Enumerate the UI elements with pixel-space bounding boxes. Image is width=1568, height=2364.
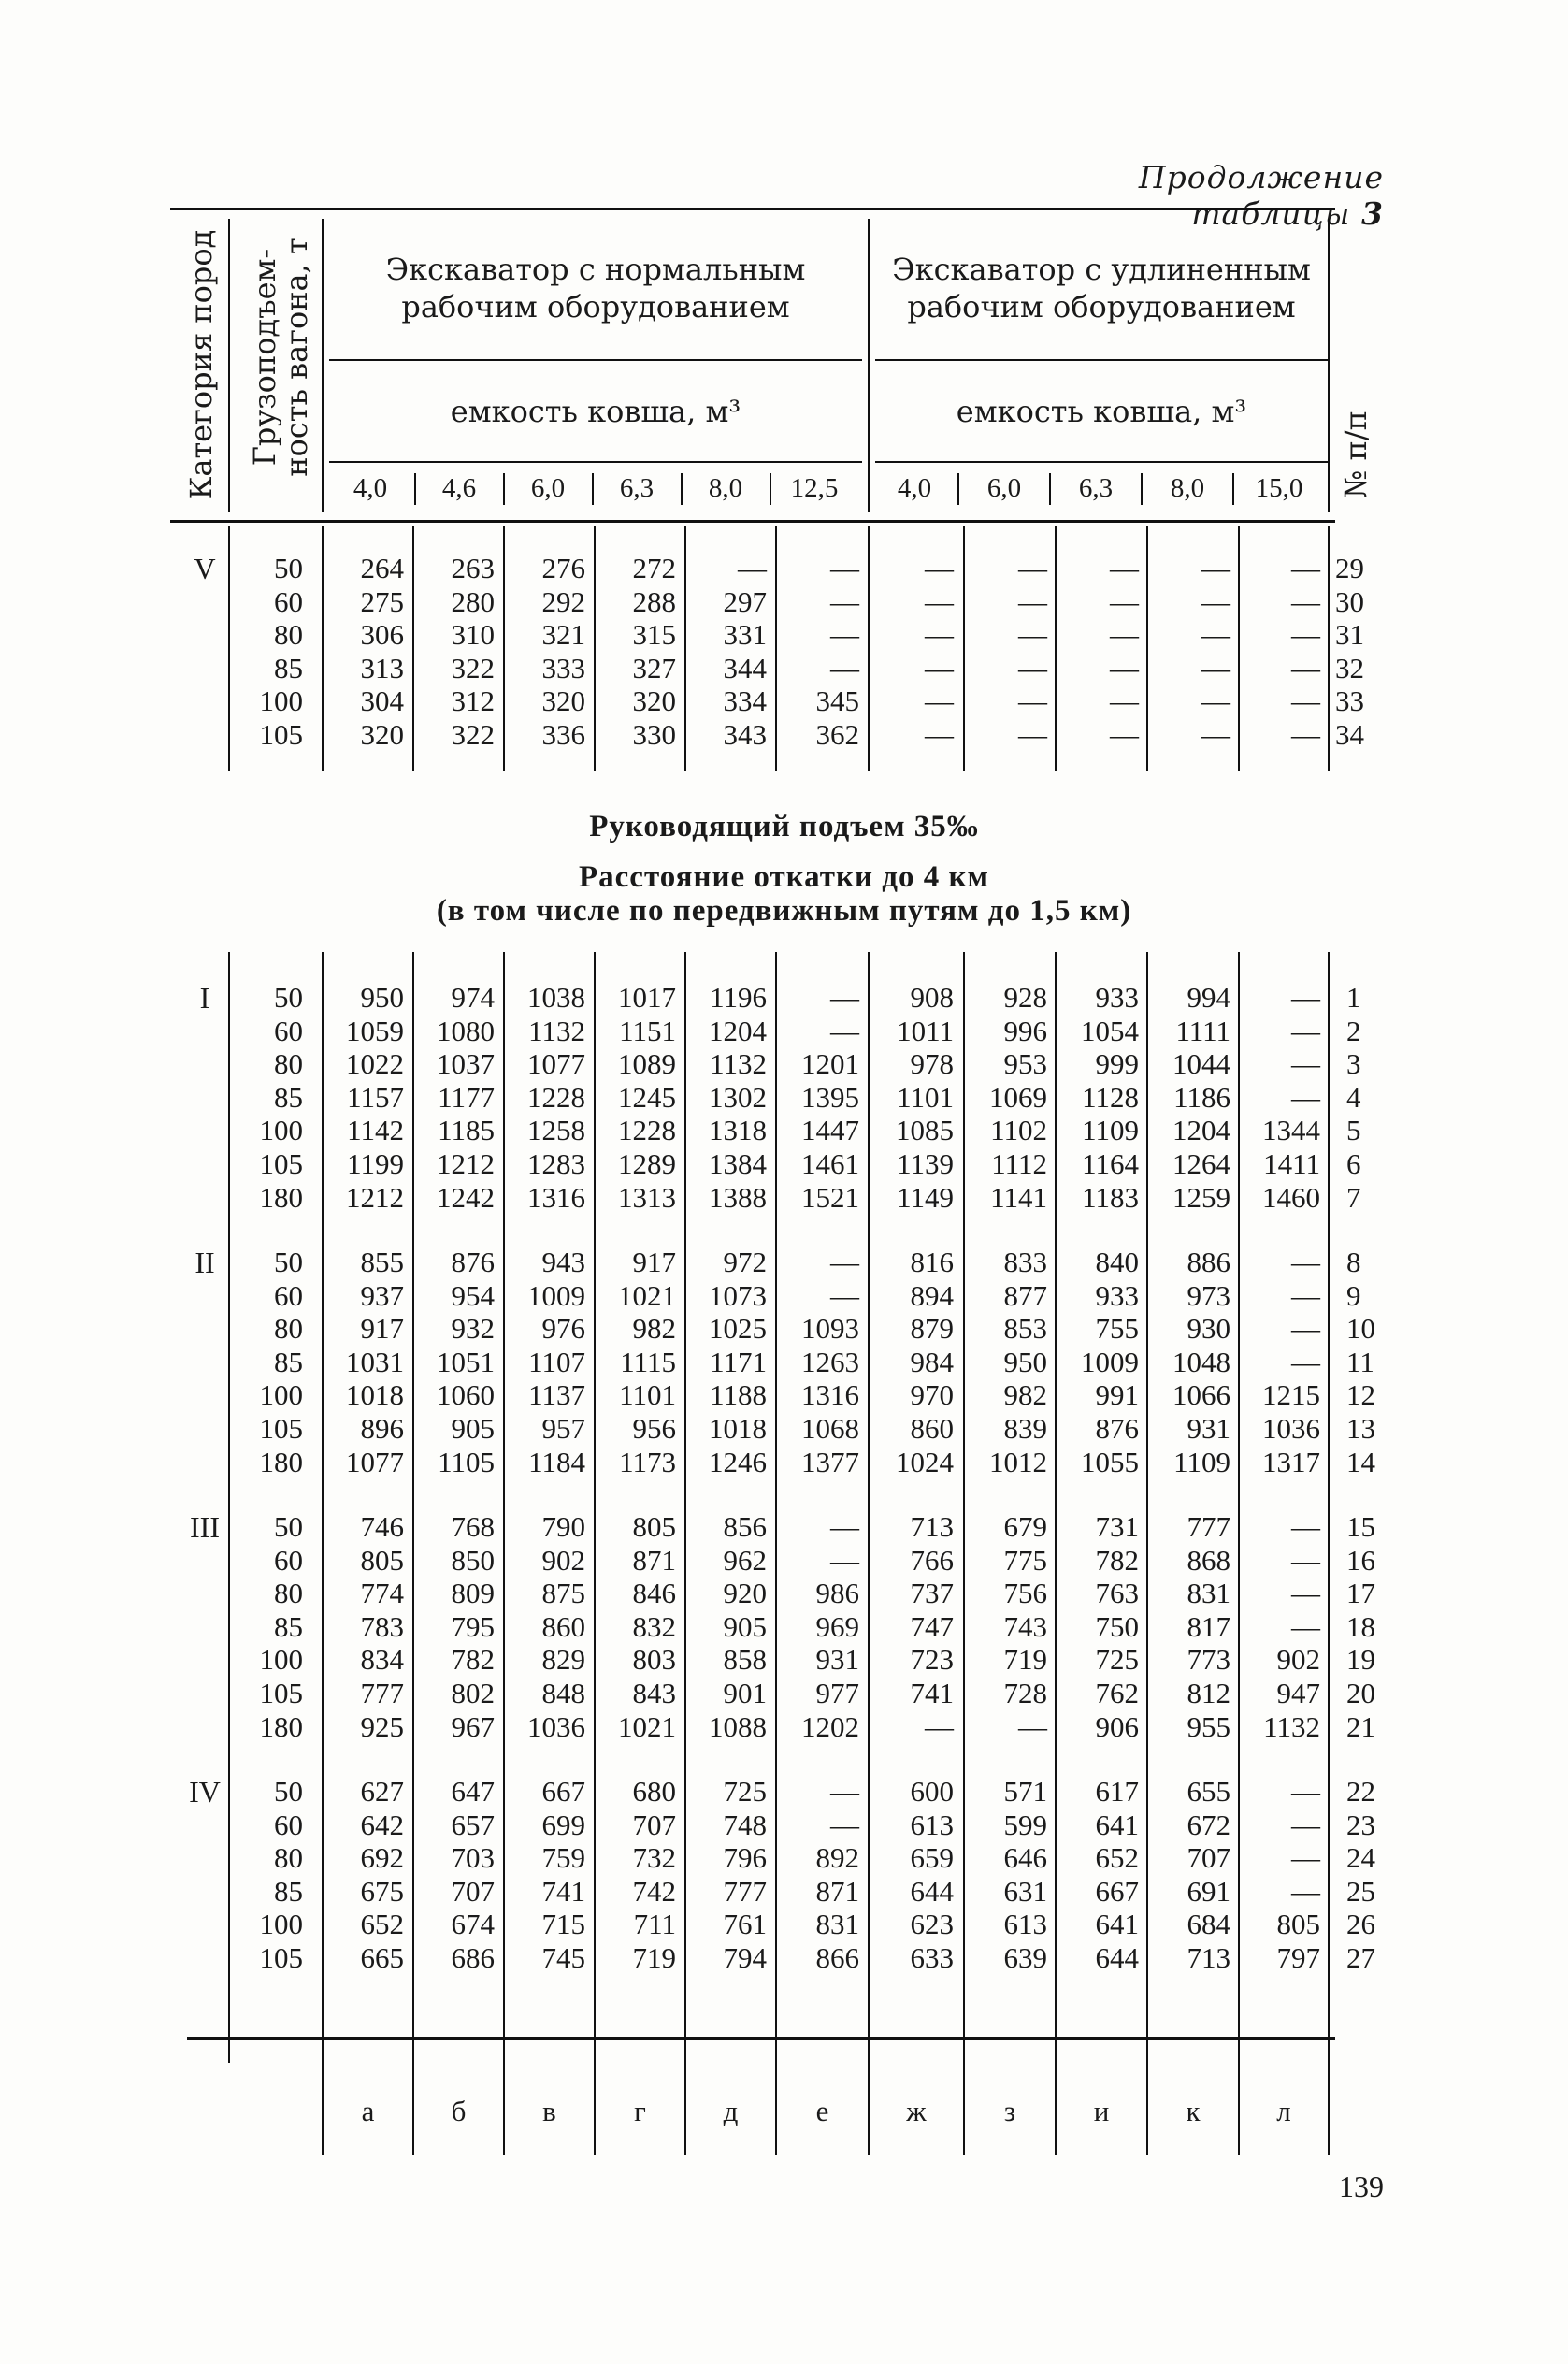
row-number-column: 15 16 17 18 19 20 21 xyxy=(1346,1510,1375,1743)
group-normal-line1: Экскаватор с нормальным xyxy=(385,252,806,287)
data-column: — — — — 1344 1411 1460 xyxy=(1262,981,1320,1214)
body-vline xyxy=(775,526,777,771)
data-column: 647 657 703 707 674 686 xyxy=(451,1775,495,1974)
data-column: 713 766 737 747 723 741 — xyxy=(910,1510,954,1743)
header-vline xyxy=(228,219,230,512)
header-mid-rule-normal xyxy=(329,359,862,361)
data-column: — — — — — — xyxy=(1291,552,1320,751)
column-letter: а xyxy=(361,2095,375,2127)
size-extended: 15,0 xyxy=(1255,473,1303,503)
data-column: 571 599 646 631 613 639 xyxy=(1003,1775,1047,1974)
data-column: — — — — — — xyxy=(1110,552,1139,751)
group-normal-line2: рабочим оборудованием xyxy=(401,289,790,324)
data-column: — — — — 345 362 xyxy=(815,552,859,751)
data-column: 777 868 831 817 773 812 955 xyxy=(1187,1510,1230,1743)
body-vline xyxy=(503,526,505,771)
category-label: III xyxy=(190,1510,220,1544)
group-normal-title xyxy=(329,251,862,325)
data-column: 950 1059 1022 1157 1142 1199 1212 xyxy=(346,981,404,1214)
body-vline xyxy=(1055,952,1057,2063)
data-column: 840 933 755 1009 991 876 1055 xyxy=(1081,1246,1139,1478)
header-capacity-line2: ность вагона, т xyxy=(279,238,314,477)
capacity-column: 50 60 80 85 100 105 xyxy=(259,552,303,751)
size-extended: 8,0 xyxy=(1170,473,1205,503)
body-vline xyxy=(1328,952,1330,2063)
size-normal: 6,0 xyxy=(530,473,566,503)
body-vline xyxy=(594,526,596,771)
category-label: V xyxy=(194,552,216,585)
column-letter: е xyxy=(815,2095,829,2127)
size-extended: 6,0 xyxy=(986,473,1022,503)
data-column: — — — — 902 947 1132 xyxy=(1263,1510,1320,1743)
data-column: 876 954 932 1051 1060 905 1105 xyxy=(437,1246,495,1478)
data-column: 264 275 306 313 304 320 xyxy=(360,552,404,751)
body-vline xyxy=(684,526,686,771)
column-letter: и xyxy=(1093,2095,1110,2127)
data-column: 943 1009 976 1107 1137 957 1184 xyxy=(527,1246,585,1478)
caption-text: Продолжение таблицы xyxy=(1138,159,1384,232)
data-column: 974 1080 1037 1177 1185 1212 1242 xyxy=(437,981,495,1214)
bucket-label-normal: емкость ковша, м³ xyxy=(450,394,741,429)
data-column: 886 973 930 1048 1066 931 1109 xyxy=(1172,1246,1230,1478)
group-extended-title xyxy=(875,251,1328,325)
column-letter: з xyxy=(1003,2095,1016,2127)
data-column: 680 707 732 742 711 719 xyxy=(632,1775,676,1974)
body-vline xyxy=(228,952,230,2063)
body-vline xyxy=(322,952,324,2063)
size-normal: 4,6 xyxy=(441,473,477,503)
data-column: 667 699 759 741 715 745 xyxy=(541,1775,585,1974)
data-column: 768 850 809 795 782 802 967 xyxy=(451,1510,495,1743)
header-size-rule-extended xyxy=(875,461,1328,463)
capacity-column: 50 60 80 85 100 105 180 xyxy=(259,1246,303,1478)
page-number: 139 xyxy=(1339,2169,1384,2203)
capacity-column: 50 60 80 85 100 105 180 xyxy=(259,981,303,1214)
data-column: 746 805 774 783 834 777 925 xyxy=(360,1510,404,1743)
header-category: Категория пород xyxy=(183,229,219,500)
category-label: I xyxy=(199,981,210,1015)
header-top-rule xyxy=(170,208,1335,210)
body-vline xyxy=(1238,526,1240,771)
header-vline xyxy=(1328,219,1330,512)
section-subtitle: (в том числе по передвижным путям до 1,5 км) xyxy=(436,894,1132,928)
data-column: 679 775 756 743 719 728 — xyxy=(1003,1510,1047,1743)
body-vline xyxy=(412,526,414,771)
category-label: IV xyxy=(189,1775,221,1809)
header-vline xyxy=(322,219,324,512)
data-column: 725 748 796 777 761 794 xyxy=(723,1775,767,1974)
header-index: № п/п xyxy=(1338,411,1374,498)
capacity-column: 50 60 80 85 100 105 180 xyxy=(259,1510,303,1743)
header-vline xyxy=(868,219,870,512)
data-column: — — — — — — xyxy=(1201,552,1230,751)
data-column: 617 641 652 667 641 644 xyxy=(1095,1775,1139,1974)
body-vline xyxy=(963,952,965,2063)
capacity-column: 50 60 80 85 100 105 xyxy=(259,1775,303,1974)
data-column: — — 1201 1395 1447 1461 1521 xyxy=(801,981,859,1214)
column-letter: в xyxy=(542,2095,556,2127)
body-vline xyxy=(1146,952,1148,2063)
data-column: — — 986 969 931 977 1202 xyxy=(801,1510,859,1743)
data-column: 600 613 659 644 623 633 xyxy=(910,1775,954,1974)
data-column: — 297 331 344 334 343 xyxy=(723,552,767,751)
body-vline xyxy=(684,952,686,2063)
data-column: 1017 1151 1089 1245 1228 1289 1313 xyxy=(618,981,676,1214)
data-column: — — 1093 1263 1316 1068 1377 xyxy=(801,1246,859,1478)
data-column: 933 1054 999 1128 1109 1164 1183 xyxy=(1081,981,1139,1214)
data-column: 1196 1204 1132 1302 1318 1384 1388 xyxy=(709,981,767,1214)
body-vline xyxy=(868,952,870,2063)
body-vline xyxy=(503,952,505,2063)
body-vline xyxy=(1328,526,1330,771)
data-column: 272 288 315 327 320 330 xyxy=(632,552,676,751)
data-column: — — 892 871 831 866 xyxy=(815,1775,859,1974)
data-column: — — — — 1215 1036 1317 xyxy=(1262,1246,1320,1478)
data-column: 833 877 853 950 982 839 1012 xyxy=(989,1246,1047,1478)
footer-vline xyxy=(1328,2057,1330,2155)
data-column: 855 937 917 1031 1018 896 1077 xyxy=(346,1246,404,1478)
column-letter: ж xyxy=(906,2095,927,2127)
data-column: — — — — — — xyxy=(1018,552,1047,751)
bucket-label-extended: емкость ковша, м³ xyxy=(956,394,1247,429)
body-vline xyxy=(775,952,777,2063)
data-column: 731 782 763 750 725 762 906 xyxy=(1095,1510,1139,1743)
data-column: 856 962 920 905 858 901 1088 xyxy=(709,1510,767,1743)
section-title: Руководящий подъем 35‰ xyxy=(589,810,979,843)
size-normal: 8,0 xyxy=(708,473,743,503)
body-vline xyxy=(868,526,870,771)
body-vline xyxy=(1055,526,1057,771)
data-column: 928 996 953 1069 1102 1112 1141 xyxy=(989,981,1047,1214)
column-letter: д xyxy=(723,2095,739,2127)
body-vline xyxy=(1146,526,1148,771)
data-column: 655 672 707 691 684 713 xyxy=(1187,1775,1230,1974)
body-vline xyxy=(322,526,324,771)
data-column: — — — — 805 797 xyxy=(1276,1775,1320,1974)
table-caption xyxy=(972,159,1384,232)
data-column: — — — — — — xyxy=(925,552,954,751)
data-column: 917 1021 982 1115 1101 956 1173 xyxy=(618,1246,676,1478)
data-column: 790 902 875 860 829 848 1036 xyxy=(527,1510,585,1743)
size-normal: 4,0 xyxy=(352,473,388,503)
data-column: 805 871 846 832 803 843 1021 xyxy=(618,1510,676,1743)
data-column: 972 1073 1025 1171 1188 1018 1246 xyxy=(709,1246,767,1478)
data-column: 627 642 692 675 652 665 xyxy=(360,1775,404,1974)
size-extended: 4,0 xyxy=(897,473,932,503)
footer-rule xyxy=(187,2037,1335,2040)
row-number-column: 1 2 3 4 5 6 7 xyxy=(1346,981,1361,1214)
header-capacity-line1: Грузоподъем- xyxy=(247,248,282,467)
group-extended-line1: Экскаватор с удлиненным xyxy=(892,252,1311,287)
header-mid-rule-extended xyxy=(875,359,1328,361)
size-normal: 6,3 xyxy=(619,473,655,503)
caption-number: 3 xyxy=(1361,195,1384,232)
row-number-column: 29 30 31 32 33 34 xyxy=(1335,552,1364,751)
data-column: 1038 1132 1077 1228 1258 1283 1316 xyxy=(527,981,585,1214)
header-size-rule-normal xyxy=(329,461,862,463)
row-number-column: 8 9 10 11 12 13 14 xyxy=(1346,1246,1375,1478)
data-column: 908 1011 978 1101 1085 1139 1149 xyxy=(896,981,954,1214)
header-bottom-rule xyxy=(170,520,1335,523)
column-letter: л xyxy=(1276,2095,1291,2127)
data-column: 816 894 879 984 970 860 1024 xyxy=(896,1246,954,1478)
data-column: 276 292 321 333 320 336 xyxy=(541,552,585,751)
group-extended-line2: рабочим оборудованием xyxy=(907,289,1296,324)
section-subtitle: Расстояние откатки до 4 км xyxy=(579,860,989,894)
body-vline xyxy=(1238,952,1240,2063)
body-vline xyxy=(594,952,596,2063)
category-label: II xyxy=(194,1246,215,1279)
data-column: 263 280 310 322 312 322 xyxy=(451,552,495,751)
column-letter: г xyxy=(634,2095,646,2127)
column-letter: б xyxy=(451,2095,467,2127)
column-letter: к xyxy=(1186,2095,1201,2127)
data-column: 994 1111 1044 1186 1204 1264 1259 xyxy=(1172,981,1230,1214)
row-number-column: 22 23 24 25 26 27 xyxy=(1346,1775,1375,1974)
body-vline xyxy=(963,526,965,771)
size-normal: 12,5 xyxy=(790,473,839,503)
body-vline xyxy=(412,952,414,2063)
size-extended: 6,3 xyxy=(1078,473,1114,503)
